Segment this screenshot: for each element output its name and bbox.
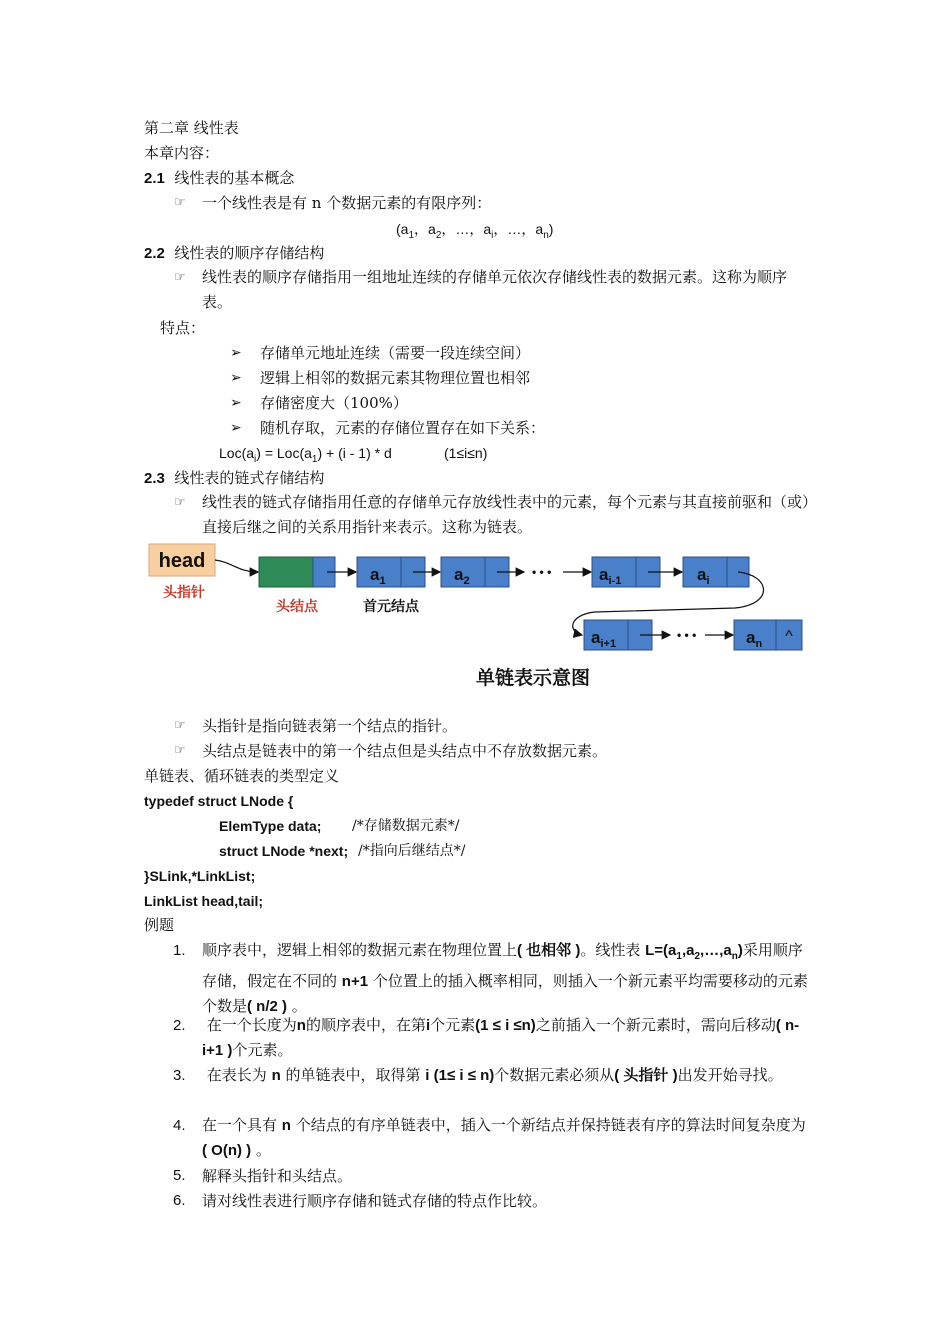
- node-ai-1-label: $a_{i-1}$: [599, 565, 622, 587]
- example-4: 在一个具有 n 个结点的有序单链表中，插入一个新结点并保持链表有序的算法时间复杂度为( O(n) ) 。: [202, 1116, 806, 1159]
- section-title: 线性表的顺序存储结构: [174, 244, 325, 262]
- null-symbol: ^: [785, 628, 793, 645]
- feature-item: 存储密度大（100%）: [260, 394, 408, 412]
- section-2-1-heading: [144, 168, 294, 189]
- features-label: 特点：: [160, 319, 206, 337]
- ellipsis: • • •: [677, 628, 697, 642]
- example-number: 2.: [173, 1017, 186, 1034]
- head-node-data: [259, 557, 313, 587]
- section-title: 线性表的链式存储结构: [174, 469, 325, 487]
- hand-pointing-icon: ☞: [174, 270, 186, 285]
- s22-bullet-text: 线性表的顺序存储指用一组地址连续的存储单元依次存储线性表的数据元素。这称为顺序表。: [202, 268, 788, 311]
- section-title: 线性表的基本概念: [174, 169, 295, 187]
- chapter-title: 第二章 线性表: [144, 119, 239, 137]
- head-label: head: [158, 550, 206, 572]
- node-an-label: $a_n$: [746, 628, 763, 650]
- code-comment: /*存储数据元素*/: [352, 818, 460, 834]
- code-line: }SLink,*LinkList;: [144, 868, 256, 884]
- hand-pointing-icon: ☞: [174, 718, 186, 733]
- node-ai+1-label: $a_{i+1}$: [591, 628, 617, 650]
- arrowhead-icon: ➢: [230, 395, 242, 411]
- head-pointer-label: 头指针: [163, 584, 205, 600]
- location-formula: $Loc(a_i) = Loc(a_1) + (i - 1) * d$: [219, 445, 392, 465]
- node-a2-label: $a_2$: [454, 565, 470, 587]
- example-2: 在一个长度为n的顺序表中，在第i个元素(1 ≤ i ≤n)之前插入一个新元素时，需向后移动( n-i+1 )个元素。: [202, 1016, 800, 1059]
- formula-range: (1≤i≤n): [444, 445, 488, 461]
- hand-pointing-icon: ☞: [174, 195, 186, 210]
- head-arrow: [215, 560, 258, 572]
- example-number: 4.: [173, 1117, 186, 1134]
- code-comment: /*指向后继结点*/: [358, 843, 466, 859]
- example-1: 顺序表中，逻辑上相邻的数据元素在物理位置上( 也相邻 )。线性表 $L=(a_1,a_2,\dots,a_n)$采用顺序存储，假定在不同的 n+1 个位置上的插入概率相同，则插入一个新元素平均需要移动的元素个数是( n/2 ) 。: [202, 941, 808, 1015]
- example-number: 5.: [173, 1167, 186, 1184]
- section-number: 2.2: [144, 245, 165, 262]
- section-number: 2.1: [144, 170, 165, 187]
- arrowhead-icon: ➢: [230, 420, 242, 436]
- typedef-heading: 单链表、循环链表的类型定义: [144, 767, 340, 785]
- s23-bullet-text: 线性表的链式存储指用任意的存储单元存放线性表中的元素，每个元素与其直接前驱和（或）直接后继之间的关系用指针来表示。这称为链表。: [202, 493, 810, 536]
- head-node-label: 头结点: [276, 598, 318, 614]
- examples-label: 例题: [144, 916, 175, 934]
- example-5: 解释头指针和头结点。: [202, 1167, 353, 1185]
- example-3: 在表长为 n 的单链表中，取得第 i (1≤ i ≤ n)个数据元素必须从( 头指针 )出发开始寻找。: [206, 1066, 783, 1084]
- feature-item: 随机存取，元素的存储位置存在如下关系：: [260, 419, 546, 437]
- hand-pointing-icon: ☞: [174, 495, 186, 510]
- code-line: struct LNode *next;: [219, 843, 349, 859]
- note-item: 头结点是链表中的第一个结点但是头结点中不存放数据元素。: [202, 742, 608, 760]
- example-number: 3.: [173, 1067, 186, 1084]
- arrowhead-icon: ➢: [230, 345, 242, 361]
- section-number: 2.3: [144, 470, 165, 487]
- first-node-label: 首元结点: [363, 598, 419, 614]
- sequence-formula: ($a_1$，$a_2$，…，$a_i$，…，$a_n$): [396, 221, 554, 241]
- example-number: 1.: [173, 942, 186, 959]
- example-number: 6.: [173, 1192, 186, 1209]
- hand-pointing-icon: ☞: [174, 743, 186, 758]
- code-line: typedef struct LNode {: [144, 793, 294, 809]
- node-ai-label: $a_i$: [697, 565, 710, 587]
- feature-item: 逻辑上相邻的数据元素其物理位置也相邻: [260, 369, 531, 387]
- s21-bullet-text: 一个线性表是有 n 个数据元素的有限序列：: [202, 194, 492, 212]
- contents-label: 本章内容：: [144, 144, 220, 162]
- arrowhead-icon: ➢: [230, 370, 242, 386]
- section-2-2-heading: [144, 243, 324, 264]
- section-2-3-heading: [144, 468, 324, 489]
- code-line: ElemType data;: [219, 818, 322, 834]
- note-item: 头指针是指向链表第一个结点的指针。: [202, 717, 458, 735]
- ellipsis: • • •: [532, 565, 552, 579]
- feature-item: 存储单元地址连续（需要一段连续空间）: [260, 344, 531, 362]
- code-line: LinkList head,tail;: [144, 893, 264, 909]
- linked-list-diagram: [0, 535, 950, 700]
- example-6: 请对线性表进行顺序存储和链式存储的特点作比较。: [202, 1192, 548, 1210]
- node-a1-label: $a_1$: [370, 565, 386, 587]
- diagram-caption: 单链表示意图: [475, 668, 591, 689]
